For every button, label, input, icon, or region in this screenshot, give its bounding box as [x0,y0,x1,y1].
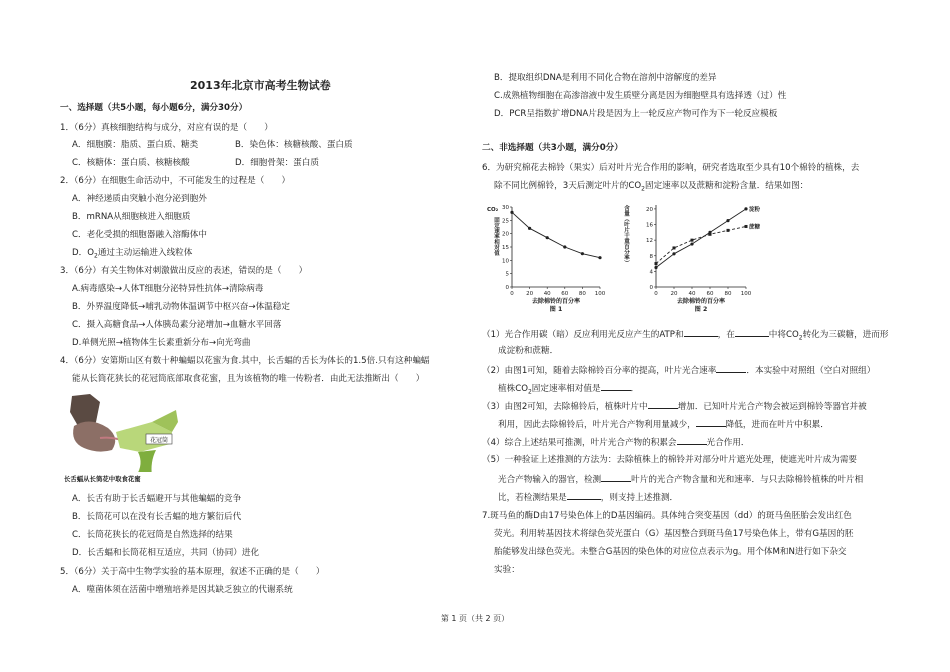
q3-stem: 3．（6分）有关生物体对刺激做出反应的表述，错误的是（ ） [60,266,308,276]
q3-option-c: C．摄入高糖食品→人体胰岛素分泌增加→血糖水平回落 [72,320,282,330]
fig1-series-line [512,212,600,257]
q2-option-b: B．mRNA从细胞核进入细胞质 [72,212,191,222]
fig1-x-tick-label: 100 [594,291,606,297]
fig1-data-point [581,252,584,255]
q4-option-d: D．长舌蝠和长筒花相互适应，共同（协同）进化 [72,548,260,558]
q1-option-d: D．细胞骨架：蛋白质 [235,158,319,168]
q4-stem-line2: 能从长筒花狭长的花冠筒底部取食花蜜，且为该植物的唯一传粉者．由此无法推断出（ ） [72,374,425,384]
fig1-x-tick-label: 80 [578,291,586,297]
fig1-y-tick-label: 30 [502,205,509,211]
fig2-data-point [673,246,676,249]
q6-sub3-cont: 利用，因此去除棉铃后，叶片光合产物利用量减少， 降低，进而在叶片中积累． [498,417,829,433]
fig1-y-axis-label: 固定速率相对值 [493,217,499,256]
fig1-x-tick-label: 40 [543,291,551,297]
q1-option-c: C．核糖体：蛋白质、核糖核酸 [72,158,190,168]
q1-stem: 1．（6分）真核细胞结构与成分，对应有误的是（ ） [60,123,273,133]
fig2-x-tick-label: 100 [740,291,752,297]
page-footer: 第 1 页（共 2 页） [440,614,510,623]
q6-sub5-cont2: 比，若检测结果是 ，则支持上述推测． [498,490,678,506]
fig1-y-tick-label: 0 [505,285,509,291]
fig1-title: 图 1 [549,306,563,313]
fig2-x-tick-label: 0 [654,291,658,297]
corolla-tube-label: 花冠筒 [149,437,169,444]
fig1-data-point [510,211,513,214]
fig1-y-tick-label: 25 [502,218,509,225]
fig1-data-point [598,256,601,259]
fig2-data-point [727,229,730,232]
q1-option-b: B．染色体：核糖核酸、蛋白质 [235,140,353,150]
q7-line4: 实验： [494,565,520,575]
figure-2-chart [612,199,772,317]
q4-stem-line1: 4．（6分）安第斯山区有数十种蝙蝠以花蜜为食.其中，长舌蝠的舌长为体长的1.5倍.只有这种蝙蝠 [60,356,430,366]
section-heading-2: 二、非选择题（共3小题，满分0分） [482,143,623,153]
bat-illustration [60,392,180,484]
fig1-x-tick-label: 60 [561,291,569,297]
q5-option-c: C.成熟植物细胞在高渗溶液中发生质壁分离是因为细胞壁具有选择透（过）性 [494,91,787,101]
fig2-series-label: 蔗糖 [749,224,761,231]
q2-option-a: A．神经递质由突触小泡分泌到胞外 [72,194,207,204]
fig1-x-tick-label: 20 [526,291,534,297]
fig1-y-axis-label-top: CO₂ [487,207,499,213]
q6-stem-line1: 6．为研究棉花去棉铃（果实）后对叶片光合作用的影响，研究者选取至少具有10个棉铃的植株，去 [482,163,860,173]
fig2-x-tick-label: 40 [688,291,696,297]
fig1-x-tick-label: 0 [510,291,514,297]
fig2-title: 图 2 [694,306,708,313]
fig2-y-tick-label: 8 [649,253,653,260]
q6-sub3: （3）由图2可知，去除棉铃后，植株叶片中 增加．已知叶片光合产物会被运到棉铃等器官并被 [482,399,867,415]
q4-option-b: B．长筒花可以在没有长舌蝠的地方繁衍后代 [72,512,242,522]
q3-option-a: A.病毒感染→人体T细胞分泌特异性抗体→清除病毒 [72,284,264,294]
fig2-data-point [744,207,747,210]
q1-option-a: A．细胞膜：脂质、蛋白质、糖类 [72,140,199,150]
section-heading-1: 一、选择题（共5小题，每小题6分，满分30分） [60,103,248,113]
fig2-data-point [655,262,658,265]
q6-sub4: （4）综合上述结果可推测，叶片光合产物的积累会 光合作用． [482,435,750,451]
q6-figures [482,199,792,319]
q6-stem-line2: 除不同比例棉铃，3天后测定叶片的$CO_2$固定速率以及蔗糖和淀粉含量．结果如图： [494,181,809,193]
q6-sub5-cont1: 光合产物输入的器官，检测 叶片的光合产物含量和光和速率．与只去除棉铃植株的叶片相 [498,472,863,488]
fig1-x-axis-label: 去除棉铃的百分率 [531,298,581,305]
fig2-data-point [690,242,693,245]
fig2-data-point [745,225,748,228]
fig2-x-tick-label: 80 [724,291,732,297]
image-caption: 长舌蝠从长筒花中取食花蜜 [64,475,141,483]
q3-option-b: B．外界温度降低→哺乳动物体温调节中枢兴奋→体温稳定 [72,302,290,312]
q5-option-d: D．PCR呈指数扩增DNA片段是因为上一轮反应产物可作为下一轮反应模板 [494,109,778,119]
q5-stem: 5．（6分）关于高中生物学实验的基本原理，叙述不正确的是（ ） [60,567,325,577]
q2-option-c: C．老化受损的细胞器融入溶酶体中 [72,230,207,240]
q6-sub1-cont: 成淀粉和蔗糖． [498,346,559,356]
q2-stem: 2．（6分）在细胞生命活动中，不可能发生的过程是（ ） [60,176,291,186]
fig1-y-tick-label: 20 [502,231,509,238]
fig1-y-tick-label: 5 [505,271,509,278]
fig1-data-point [528,227,531,230]
q6-sub1: （1）光合作用碳（暗）反应利用光反应产生的ATP和 ，在 中将$CO_2$转化为三碳糖，进而形 [482,327,889,345]
fig2-data-point [672,252,675,255]
q7-line1: 7.斑马鱼的酶D由17号染色体上的D基因编码。具体纯合突变基因（dd）的斑马鱼胚胎会发出红色 [482,511,852,521]
fig2-y-tick-label: 4 [649,269,653,276]
fig2-data-point [654,266,657,269]
figure-1-chart [482,199,622,317]
q6-sub2: （2）由图1可知，随着去除棉铃百分率的提高，叶片光合速率 ．本实验中对照组（空白对照组） [482,363,875,379]
q4-option-c: C．长筒花狭长的花冠筒是自然选择的结果 [72,530,233,540]
fig2-x-tick-label: 20 [670,291,678,297]
fig1-data-point [563,245,566,248]
fig2-y-tick-label: 20 [646,206,653,213]
fig2-series-label: 淀粉 [749,206,761,213]
fig2-y-tick-label: 16 [646,222,653,229]
fig2-data-point [726,219,729,222]
q2-option-d: D．$O_2$通过主动运输进入线粒体 [72,248,193,260]
fig1-data-point [546,236,549,239]
q7-line2: 荧光。利用转基因技术将绿色荧光蛋白（G）基因整合到斑马鱼17号染色体上，带有G基因的胚 [494,529,854,539]
fig1-y-tick-label: 15 [502,245,509,251]
fig2-y-tick-label: 12 [646,238,653,245]
q5-option-a: A．噬菌体须在活菌中增殖培养是因其缺乏独立的代谢系统 [72,585,293,595]
fig2-y-tick-label: 0 [649,285,653,291]
bat-flower-image [60,392,180,484]
q6-sub5: （5）一种验证上述推测的方法为：去除植株上的棉铃并对部分叶片遮光处理，使遮光叶片成为需要 [482,455,858,465]
fig2-series-line-1 [656,209,746,268]
q4-option-a: A．长舌有助于长舌蝠避开与其他蝙蝠的竞争 [72,494,242,504]
fig2-x-tick-label: 60 [706,291,714,297]
q7-line3: 胎能够发出绿色荧光。未整合G基因的染色体的对应位点表示为g。用个体M和N进行如下杂交 [494,547,847,557]
q3-option-d: D.单侧光照→植物体生长素重新分布→向光弯曲 [72,338,251,348]
fig2-x-axis-label: 去除棉铃的百分率 [676,298,726,305]
fig2-data-point [709,233,712,236]
fig1-y-tick-label: 10 [502,258,509,265]
page-title: 2013年北京市高考生物试卷 [190,79,331,92]
q5-option-b: B．提取组织DNA是利用不同化合物在溶剂中溶解度的差异 [494,73,717,83]
fig2-series-line-2 [656,226,746,263]
q6-sub2-cont: 植株$CO_2$固定速率相对值是 ． [498,381,639,399]
fig2-y-axis-label: 含量（叶片干重百分率） [623,205,629,266]
fig2-data-point [691,239,694,242]
